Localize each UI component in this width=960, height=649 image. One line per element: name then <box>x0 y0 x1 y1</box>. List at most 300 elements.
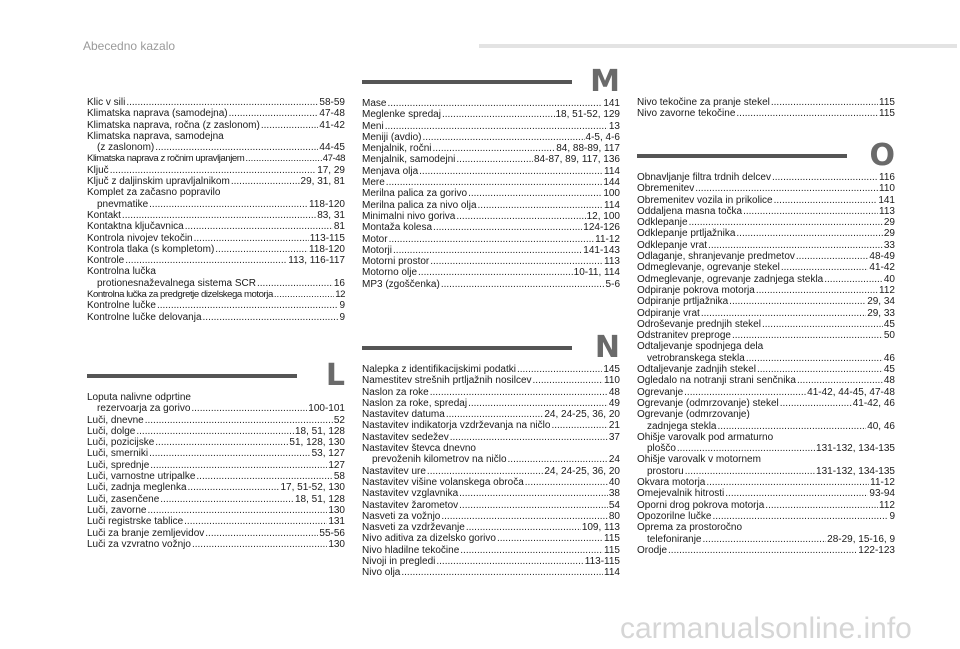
dot-leader <box>231 176 300 187</box>
entry-pages: 29, 34 <box>867 296 895 308</box>
entry-pages: 37 <box>608 431 620 443</box>
entry-pages: 112 <box>879 499 895 511</box>
entry-pages: 29, 31, 81 <box>300 176 345 188</box>
entry-pages: 46 <box>883 352 895 364</box>
entry-line <box>362 454 620 465</box>
index-entry <box>87 426 345 437</box>
entry-line <box>637 364 895 375</box>
dot-leader <box>155 142 318 153</box>
entry-term: Klimatska naprava (samodejna) <box>87 108 228 120</box>
entry-term: Nastavitev sedežev <box>362 431 449 443</box>
entry-pages: 28-29, 15-16, 9 <box>827 533 895 545</box>
index-entry <box>87 539 345 550</box>
index-entry <box>362 387 620 398</box>
entry-pages: 110 <box>879 183 895 195</box>
entry-term: Nasveti za vzdrževanje <box>362 522 465 534</box>
index-entry <box>362 375 620 386</box>
dot-leader <box>708 240 883 251</box>
entry-term: Motorni prostor <box>362 256 430 268</box>
dot-leader <box>456 211 585 222</box>
index-entry <box>637 296 895 307</box>
index-entry <box>637 545 895 556</box>
dot-leader <box>508 454 608 465</box>
index-entry <box>362 245 620 256</box>
dot-leader <box>824 274 883 285</box>
entry-line <box>87 278 345 289</box>
entry-line <box>637 454 895 465</box>
entry-line <box>362 121 620 132</box>
dot-leader <box>155 437 288 448</box>
section-letter: L <box>325 358 345 393</box>
index-entry <box>637 398 895 409</box>
entry-line <box>637 262 895 273</box>
entry-line <box>362 375 620 386</box>
dot-leader <box>725 488 868 499</box>
entry-line <box>87 460 345 471</box>
dot-leader <box>459 500 608 511</box>
section-rule <box>362 80 572 84</box>
entry-term: Ohišje varovalk v motornem <box>637 454 761 466</box>
index-entry <box>637 522 895 545</box>
entry-term: Odroševanje prednjih stekel <box>637 318 761 330</box>
entry-line <box>87 97 345 108</box>
dot-leader <box>126 97 318 108</box>
dot-leader <box>718 421 867 432</box>
index-entry <box>637 183 895 194</box>
entry-term: (z zaslonom) <box>97 142 155 154</box>
index-entry <box>637 274 895 285</box>
index-entry <box>637 195 895 206</box>
dot-leader <box>441 279 605 290</box>
dot-leader <box>706 477 869 488</box>
entry-term: Okvara motorja <box>637 477 706 489</box>
entry-term: Luči, zadnja meglenka <box>87 482 187 494</box>
dot-leader <box>780 398 852 409</box>
entry-term: Naslon za roke, spredaj <box>362 397 468 409</box>
entry-pages: 114 <box>604 165 620 177</box>
dot-leader <box>736 228 882 239</box>
entry-line <box>362 533 620 544</box>
entry-term: Meniji (avdio) <box>362 131 422 143</box>
entry-line <box>87 221 345 232</box>
entry-pages: 113 <box>604 256 620 268</box>
dot-leader <box>229 108 319 119</box>
entry-term: Luči registrske tablice <box>87 516 184 528</box>
dot-leader <box>446 409 544 420</box>
entry-pages: 114 <box>604 199 620 211</box>
entry-term: Obremenitev <box>637 183 695 195</box>
entry-line <box>362 432 620 443</box>
entry-pages: 17, 51-52, 130 <box>280 482 345 494</box>
index-entry-list <box>637 97 895 120</box>
dot-leader <box>192 539 327 550</box>
entry-pages: 80 <box>608 510 620 522</box>
entry-line <box>87 153 345 164</box>
entry-term: Kontrola nivojev tekočin <box>87 232 193 244</box>
entry-term: Klimatska naprava z ročnim upravljanjem <box>87 153 245 165</box>
entry-pages: 40 <box>608 476 620 488</box>
index-entry <box>362 211 620 222</box>
entry-pages: 114 <box>604 567 620 579</box>
entry-line <box>362 188 620 199</box>
entry-line <box>87 539 345 550</box>
dot-leader <box>194 233 309 244</box>
dot-leader <box>188 482 280 493</box>
entry-term: Kontrolne lučke <box>87 300 156 312</box>
entry-pages: 141 <box>878 194 895 206</box>
dot-leader <box>145 415 333 426</box>
entry-pages: 50 <box>883 330 895 342</box>
entry-term: Nalepka z identifikacijskimi podatki <box>362 364 516 375</box>
entry-line <box>637 228 895 239</box>
index-entry <box>87 460 345 471</box>
entry-term: Obnavljanje filtra trdnih delcev <box>637 172 771 183</box>
index-entry <box>637 375 895 386</box>
dot-leader <box>110 165 317 176</box>
entry-line <box>87 108 345 119</box>
entry-pages: 115 <box>879 108 895 120</box>
entry-term: Meglenke spredaj <box>362 109 441 121</box>
entry-pages: 55-56 <box>319 527 345 539</box>
index-entry <box>637 228 895 239</box>
dot-leader <box>712 511 888 522</box>
index-entry <box>87 528 345 539</box>
dot-leader <box>450 432 608 443</box>
dot-leader <box>743 206 878 217</box>
index-entry <box>362 121 620 132</box>
section-rule <box>362 346 572 350</box>
index-entry <box>637 319 895 330</box>
dot-leader <box>257 278 333 289</box>
entry-pages: 12 <box>335 289 345 301</box>
entry-line <box>637 172 895 183</box>
index-entry <box>87 505 345 516</box>
entry-pages: 24 <box>608 454 620 466</box>
entry-line <box>637 108 895 119</box>
entry-line <box>637 296 895 307</box>
entry-term: Luči, smerniki <box>87 448 149 460</box>
entry-term: Oprema za prostoročno <box>637 522 743 534</box>
dot-leader <box>441 511 608 522</box>
dot-leader <box>184 516 327 527</box>
index-entry <box>87 255 345 266</box>
index-entry <box>362 279 620 290</box>
index-entry <box>362 166 620 177</box>
index-entry <box>362 466 620 477</box>
entry-pages: 131 <box>328 516 345 528</box>
entry-pages: 10-11, 114 <box>573 267 620 279</box>
entry-line <box>362 488 620 499</box>
entry-line <box>87 300 345 311</box>
dot-leader <box>466 522 581 533</box>
entry-line <box>87 426 345 437</box>
entry-pages: 29 <box>883 217 895 229</box>
section-letter: M <box>590 64 620 99</box>
entry-term: Nastavitev višine volanskega obroča <box>362 476 524 488</box>
entry-term: Luči, zavorne <box>87 504 147 516</box>
index-entry <box>362 500 620 511</box>
dot-leader <box>677 443 815 454</box>
entry-pages: 11-12 <box>870 477 895 489</box>
entry-term: Oporni drog pokrova motorja <box>637 499 765 511</box>
entry-line <box>362 279 620 290</box>
index-entry-list <box>87 392 345 550</box>
dot-leader <box>430 256 603 267</box>
index-entry <box>362 256 620 267</box>
index-entry <box>362 132 620 143</box>
index-entry <box>87 176 345 187</box>
section-heading <box>87 358 345 393</box>
entry-term: Loputa nalivne odprtine <box>87 392 191 403</box>
entry-line <box>362 511 620 522</box>
index-entry <box>362 511 620 522</box>
entry-term: Kontrole <box>87 255 125 267</box>
entry-line <box>362 398 620 409</box>
entry-term: Nastavitev ure <box>362 465 426 477</box>
index-entry <box>362 545 620 556</box>
entry-line <box>637 500 895 511</box>
entry-term: Nasveti za vožnjo <box>362 510 441 522</box>
entry-line <box>362 466 620 477</box>
entry-line <box>637 466 895 477</box>
dot-leader <box>702 534 826 545</box>
index-entry <box>637 477 895 488</box>
entry-term: Ogrevanje <box>637 386 684 398</box>
entry-line <box>87 244 345 255</box>
entry-term: Nastavitev žarometov <box>362 499 459 511</box>
entry-term: Luči, varnostne utripalke <box>87 471 196 483</box>
index-entry-list <box>362 364 620 579</box>
entry-pages: 131-132, 134-135 <box>816 465 895 477</box>
dot-leader <box>468 398 608 409</box>
dot-leader <box>796 251 869 262</box>
entry-line <box>637 545 895 556</box>
entry-pages: 115 <box>879 97 895 108</box>
entry-line <box>362 409 620 420</box>
dot-leader <box>261 120 319 131</box>
entry-pages: 5-6 <box>605 278 620 290</box>
entry-term: telefoniranje <box>647 533 702 545</box>
entry-line <box>637 206 895 217</box>
dot-leader <box>774 195 878 206</box>
entry-line <box>362 387 620 398</box>
entry-pages: 9 <box>889 510 895 522</box>
entry-pages: 130 <box>328 538 345 550</box>
entry-line <box>362 132 620 143</box>
entry-pages: 81 <box>333 221 345 233</box>
entry-term: Klic v sili <box>87 97 126 108</box>
entry-term: Ključ z daljinskim upravljalnikom <box>87 176 230 188</box>
dot-leader <box>456 154 533 165</box>
header-rule <box>479 44 957 48</box>
entry-pages: 47-48 <box>322 153 345 165</box>
entry-term: Odlaganje, shranjevanje predmetov <box>637 251 795 263</box>
dot-leader <box>157 300 339 311</box>
entry-line <box>362 477 620 488</box>
entry-term: prevoženih kilometrov na ničlo <box>372 454 507 466</box>
entry-line <box>87 494 345 505</box>
entry-line <box>87 437 345 448</box>
index-entry <box>87 300 345 311</box>
entry-term: Odmeglevanje, ogrevanje zadnjega stekla <box>637 273 824 285</box>
dot-leader <box>746 353 883 364</box>
dot-leader <box>781 262 869 273</box>
entry-term: Menjalnik, samodejni <box>362 154 456 166</box>
entry-pages: 51, 128, 130 <box>289 437 345 449</box>
dot-leader <box>196 471 332 482</box>
dot-leader <box>125 255 287 266</box>
index-entry-list <box>637 172 895 556</box>
entry-line <box>637 183 895 194</box>
index-entry <box>637 500 895 511</box>
index-entry <box>637 217 895 228</box>
entry-line <box>87 266 345 277</box>
entry-pages: 113 <box>879 205 895 217</box>
dot-leader <box>419 166 603 177</box>
dot-leader <box>797 375 883 386</box>
entry-line <box>637 330 895 341</box>
entry-pages: 41-42, 46 <box>852 397 895 409</box>
entry-term: Luči za branje zemljevidov <box>87 527 205 539</box>
index-entry <box>362 154 620 165</box>
entry-pages: 48-49 <box>869 251 895 263</box>
entry-term: Omejevalnik hitrosti <box>637 488 725 500</box>
entry-term: Menjava olja <box>362 165 419 177</box>
entry-term: Odklepanje vrat <box>637 239 708 251</box>
entry-line <box>87 415 345 426</box>
dot-leader <box>460 545 603 556</box>
entry-line <box>87 187 345 198</box>
entry-term: Opozorilne lučke <box>637 510 712 522</box>
index-entry <box>87 312 345 323</box>
entry-term: Menjalnik, ročni <box>362 143 432 155</box>
entry-line <box>362 522 620 533</box>
index-entry <box>362 398 620 409</box>
entry-term: Odklepanje prtljažnika <box>637 228 736 240</box>
dot-leader <box>689 217 883 228</box>
index-entry <box>87 131 345 154</box>
index-entry <box>87 108 345 119</box>
entry-term: vetrobranskega stekla <box>647 352 745 364</box>
index-entry <box>362 222 620 233</box>
entry-term: Meni <box>362 120 384 132</box>
entry-line <box>637 375 895 386</box>
entry-line <box>87 176 345 187</box>
index-entry <box>362 188 620 199</box>
entry-pages: 12, 100 <box>586 210 620 222</box>
entry-pages: 47-48 <box>319 108 345 120</box>
entry-term: Odpiranje prtljažnika <box>637 296 729 308</box>
index-entry <box>87 392 345 415</box>
dot-leader <box>430 387 608 398</box>
entry-pages: 9 <box>339 300 345 312</box>
section-letter: N <box>594 330 620 365</box>
entry-line <box>362 109 620 120</box>
section-rule <box>87 374 297 378</box>
entry-line <box>637 534 895 545</box>
entry-line <box>87 120 345 131</box>
entry-term: MP3 (zgoščenka) <box>362 278 440 290</box>
index-entry <box>87 448 345 459</box>
entry-pages: 100-101 <box>308 403 345 415</box>
entry-pages: 18, 51, 128 <box>294 493 345 505</box>
index-entry <box>362 522 620 533</box>
entry-line <box>362 234 620 245</box>
entry-pages: 93-94 <box>869 488 895 500</box>
entry-pages: 38 <box>608 488 620 500</box>
entry-line <box>362 556 620 567</box>
dot-leader <box>386 177 603 188</box>
index-section-l <box>87 358 345 550</box>
index-entry <box>362 432 620 443</box>
entry-term: Merilna palica za gorivo <box>362 188 468 200</box>
entry-pages: 118-120 <box>309 243 345 255</box>
section-heading <box>362 64 620 99</box>
index-entry <box>637 285 895 296</box>
entry-term: protionesnaževalnega sistema SCR <box>97 277 256 289</box>
dot-leader <box>215 244 308 255</box>
index-entry <box>637 432 895 455</box>
dot-leader <box>205 528 318 539</box>
entry-pages: 4-5, 4-6 <box>585 131 620 143</box>
entry-pages: 18, 51-52, 129 <box>555 109 620 121</box>
entry-term: Luči, dnevne <box>87 414 144 426</box>
entry-term: pnevmatike <box>97 198 149 210</box>
dot-leader <box>736 108 878 119</box>
entry-pages: 53, 127 <box>311 448 345 460</box>
dot-leader <box>685 466 815 477</box>
index-entry <box>637 172 895 183</box>
entry-pages: 40 <box>883 273 895 285</box>
entry-pages: 109, 113 <box>581 522 620 534</box>
dot-leader <box>389 234 595 245</box>
entry-line <box>637 97 895 108</box>
index-entry <box>637 409 895 432</box>
index-entry <box>637 387 895 398</box>
index-entry <box>362 533 620 544</box>
entry-term: Obremenitev vozila in prikolice <box>637 194 773 206</box>
entry-term: Montaža kolesa <box>362 222 433 234</box>
entry-line <box>87 210 345 221</box>
index-entry <box>362 200 620 211</box>
index-entry <box>637 511 895 522</box>
entry-term: Ogrevanje (odmrzovanje) <box>637 409 750 421</box>
entry-line <box>362 177 620 188</box>
dot-leader <box>684 387 806 398</box>
index-entry <box>362 556 620 567</box>
section-heading <box>362 330 620 365</box>
index-entry <box>87 244 345 255</box>
index-entry <box>362 488 620 499</box>
entry-pages: 9 <box>339 311 345 323</box>
dot-leader <box>160 494 294 505</box>
dot-leader <box>756 285 878 296</box>
dot-leader <box>525 477 608 488</box>
entry-line <box>362 567 620 578</box>
dot-leader <box>203 312 339 323</box>
entry-term: Luči, zasenčene <box>87 493 160 505</box>
entry-pages: 41-42, 44-45, 47-48 <box>807 386 895 398</box>
entry-pages: 16 <box>333 277 345 289</box>
index-entry <box>87 471 345 482</box>
entry-pages: 13 <box>608 120 620 132</box>
entry-line <box>87 403 345 414</box>
entry-line <box>637 522 895 533</box>
entry-pages: 41-42 <box>869 262 895 274</box>
entry-term: Klimatska naprava, samodejna <box>87 130 224 142</box>
dot-leader <box>772 172 878 183</box>
entry-term: Ključ <box>87 164 109 176</box>
